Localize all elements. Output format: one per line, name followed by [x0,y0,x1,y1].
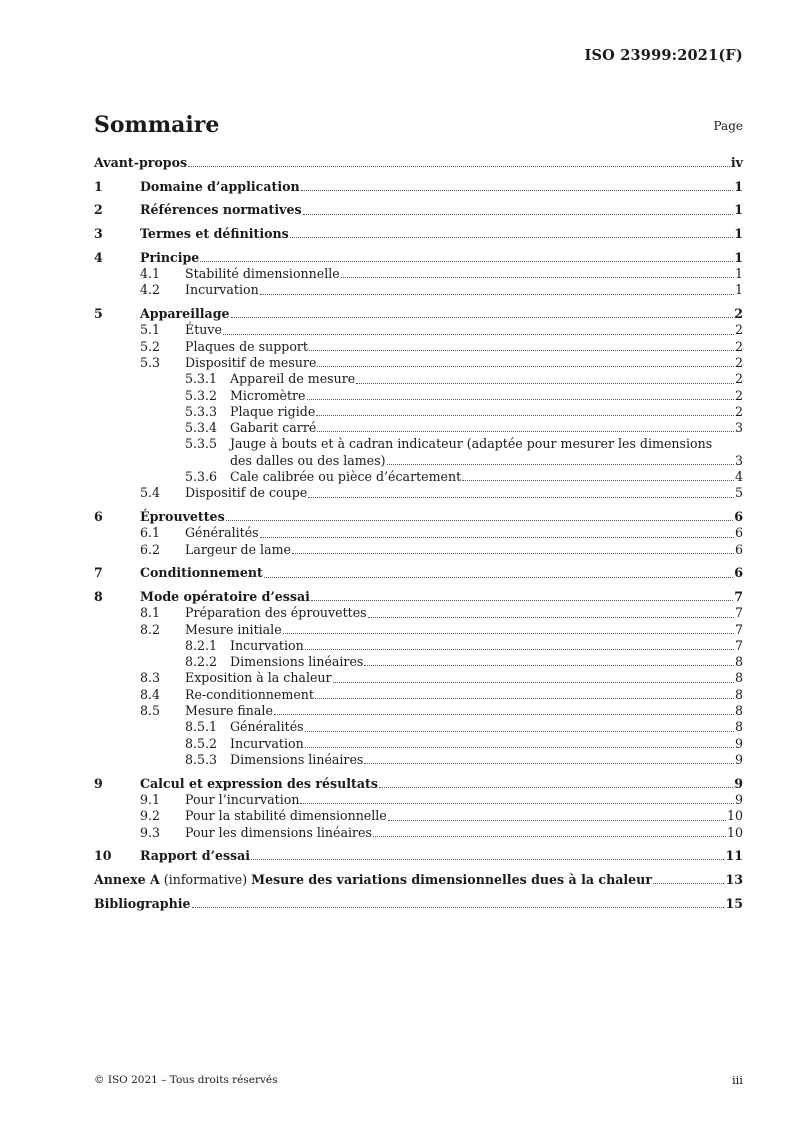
toc-entry-number: 9.2 [140,808,161,824]
toc-entry-title: Éprouvettes [140,508,225,524]
toc-entry-9-3[interactable] [94,825,743,841]
dot-leader [260,536,734,538]
dot-leader [290,236,733,238]
dot-leader [274,713,734,715]
toc-entry-number: 6.2 [140,541,161,557]
toc-entry-5-2[interactable] [94,339,743,355]
toc-entry-number: 8.2.2 [185,654,218,670]
toc-entry-title-line2: des dalles ou des lames) [230,452,386,468]
toc-entry-2[interactable] [94,202,743,218]
toc-entry-title: Généralités [230,719,304,735]
toc-entry-7[interactable] [94,565,743,581]
toc-entry-page: 10 [726,824,743,840]
toc-entry-page: 7 [734,637,743,653]
toc-entry-title: Incurvation [230,735,304,751]
toc-entry-page: 6 [734,541,743,557]
toc-entry-page: 9 [734,735,743,751]
toc-entry-5-3-3[interactable] [94,404,743,420]
toc-entry-10[interactable] [94,848,743,864]
dot-leader [251,858,724,860]
toc-entry-title: Références normatives [140,202,302,218]
toc-entry-8[interactable] [94,589,743,605]
toc-entry-title: Gabarit carré [230,420,317,436]
dot-leader [303,213,734,215]
toc-entry-page: 9 [734,775,743,791]
toc-entry-1[interactable] [94,179,743,195]
toc-entry-title [94,872,652,888]
toc-entry-title: Dispositif de mesure [185,354,317,370]
dot-leader [283,632,734,634]
toc-entry-page: 7 [734,588,743,604]
dot-leader [311,599,733,601]
toc-entry-number: 5.4 [140,485,161,501]
toc-entry-8-5-2[interactable] [94,736,743,752]
toc-entry-number: 8.5 [140,703,161,719]
toc-entry-number: 8.1 [140,605,161,621]
dot-leader [388,819,726,821]
toc-entry-page: 2 [734,403,743,419]
toc-entry-number: 5.3.3 [185,403,218,419]
dot-leader [301,189,734,191]
toc-entry-title: Plaque rigide [230,403,316,419]
document-identifier: ISO 23999:2021(F) [584,47,743,64]
toc-entry-number: 4.2 [140,282,161,298]
toc-entry-9[interactable] [94,776,743,792]
toc-entry-page: 2 [734,387,743,403]
toc-entry-title: Plaques de support [185,338,308,354]
toc-entry-title: Incurvation [230,637,304,653]
toc-entry-page: 4 [734,469,743,484]
dot-leader [308,496,734,498]
dot-leader [387,463,734,465]
toc-entry-title: Mesure finale [185,703,273,719]
toc-entry-8-2[interactable] [94,622,743,638]
toc-entry-page: iv [730,155,743,170]
toc-entry-page: 10 [726,808,743,824]
dot-leader [231,316,734,318]
toc-entry-title: Avant-propos [94,155,188,170]
footer-page-number: iii [731,1073,743,1087]
dot-leader [260,293,734,295]
toc-entry-number: 8.4 [140,686,161,702]
annex-label: Annexe A [94,871,160,887]
toc-entry-number: 8.2 [140,621,161,637]
toc-entry-number: 4 [94,249,103,265]
toc-entry-number: 8.5.2 [185,735,218,751]
toc-entry-number: 6 [94,508,103,524]
dot-leader [368,616,734,618]
toc-entry-title: Étuve [185,322,222,338]
toc-entry-page: 1 [734,266,743,282]
toc-entry-number: 5.3 [140,354,161,370]
toc-entry-title: Dispositif de coupe [185,485,308,501]
toc-entry-6-2[interactable] [94,542,743,558]
toc-entry-title-line1: Jauge à bouts et à cadran indicateur (adaptée pour mesurer les dimensions [230,436,713,452]
toc-entry-4-1[interactable] [94,266,743,282]
dot-leader [305,730,734,732]
toc-entry-4-2[interactable] [94,282,743,298]
dot-leader [188,165,730,167]
toc-entry-6-1[interactable] [94,525,743,541]
toc-entry-6[interactable] [94,509,743,525]
toc-entry-number: 9.1 [140,791,161,807]
toc-entry-title: Dimensions linéaires [230,654,364,670]
dot-leader [316,414,734,416]
toc-entry-title: Bibliographie [94,895,191,911]
dot-leader [264,576,733,578]
dot-leader [341,276,734,278]
dot-leader [364,664,734,666]
toc-entry-page: 1 [734,226,743,242]
toc-entry-number: 4.1 [140,266,161,282]
dot-leader [305,746,734,748]
toc-entry-8-2-1[interactable] [94,638,743,654]
toc-entry-page: 13 [725,871,743,887]
toc-entry-number: 7 [94,565,103,581]
toc-entry-page: 6 [734,525,743,541]
toc-entry-bibliographie[interactable] [94,896,743,912]
toc-entry-number: 10 [94,848,112,864]
toc-entry-page: 7 [734,605,743,621]
toc-entry-page: 2 [734,306,743,322]
toc-entry-number: 9.3 [140,824,161,840]
toc-entry-page: 1 [734,249,743,265]
toc-entry-8-1[interactable] [94,605,743,621]
toc-entry-page: 9 [734,791,743,807]
toc-entry-number: 5.2 [140,338,161,354]
table-of-contents [94,155,743,912]
dot-leader [315,697,734,699]
dot-leader [200,260,733,262]
toc-entry-page: 3 [734,452,743,468]
toc-entry-page: 8 [734,703,743,719]
toc-entry-title: Dimensions linéaires [230,751,364,767]
dot-leader [192,906,725,908]
toc-entry-title: Micromètre [230,387,306,403]
toc-entry-5-3-6[interactable] [94,469,743,485]
dot-leader [292,552,734,554]
toc-entry-number: 8.5.1 [185,719,218,735]
toc-entry-8-3[interactable] [94,670,743,686]
toc-entry-number: 5.3.4 [185,420,218,436]
toc-entry-5-3-4[interactable] [94,420,743,436]
dot-leader [317,365,734,367]
toc-entry-number: 5.3.1 [185,371,218,387]
toc-entry-number: 3 [94,226,103,242]
toc-entry-4[interactable] [94,250,743,266]
toc-entry-5[interactable] [94,306,743,322]
toc-entry-title: Exposition à la chaleur [185,670,332,686]
toc-entry-5-3[interactable] [94,355,743,371]
annex-title: Mesure des variations dimensionnelles dues à la chaleur [251,871,652,887]
toc-entry-title: Re-conditionnement [185,686,314,702]
toc-entry-page: 2 [734,354,743,370]
toc-entry-number: 5.3.2 [185,387,218,403]
toc-entry-title: Conditionnement [140,565,263,581]
toc-title: Sommaire [94,112,220,138]
toc-entry-9-2[interactable] [94,808,743,824]
toc-entry-3[interactable] [94,226,743,242]
toc-entry-title: Généralités [185,525,259,541]
toc-entry-title: Cale calibrée ou pièce d’écartement [230,469,462,484]
toc-entry-title: Rapport d’essai [140,848,251,864]
toc-entry-title: Mode opératoire d’essai [140,588,310,604]
toc-entry-number: 5.3.6 [185,469,218,484]
dot-leader [223,333,734,335]
toc-entry-page: 8 [734,670,743,686]
toc-entry-title: Stabilité dimensionnelle [185,266,340,282]
toc-entry-number: 2 [94,202,103,218]
toc-entry-page: 2 [734,371,743,387]
toc-entry-title: Appareil de mesure [230,371,356,387]
toc-entry-5-3-5-continued[interactable] [94,453,743,469]
toc-entry-title: Pour les dimensions linéaires [185,824,372,840]
toc-entry-title: Calcul et expression des résultats [140,775,378,791]
toc-entry-number: 8.2.1 [185,637,218,653]
toc-entry-number: 8.5.3 [185,751,218,767]
toc-entry-title: Domaine d’application [140,178,300,194]
toc-entry-title: Pour l’incurvation [185,791,300,807]
dot-leader [226,519,734,521]
toc-entry-number: 9 [94,775,103,791]
toc-entry-title: Appareillage [140,306,230,322]
toc-entry-title: Mesure initiale [185,621,282,637]
toc-entry-5-3-1[interactable] [94,371,743,387]
dot-leader [300,802,734,804]
toc-entry-number: 5.3.5 [185,436,218,452]
toc-entry-title: Incurvation [185,282,259,298]
toc-entry-5-4[interactable] [94,485,743,501]
toc-entry-annex-a[interactable] [94,872,743,888]
dot-leader [309,349,734,351]
toc-entry-page: 1 [734,178,743,194]
dot-leader [364,762,734,764]
page-column-label: Page [713,119,743,133]
dot-leader [307,398,734,400]
toc-entry-5-3-5[interactable] [94,436,743,452]
dot-leader [356,382,734,384]
toc-entry-9-1[interactable] [94,792,743,808]
dot-leader [462,479,734,481]
dot-leader [333,681,734,683]
toc-entry-page: 2 [734,322,743,338]
toc-entry-number: 5.1 [140,322,161,338]
toc-entry-page: 3 [734,420,743,436]
toc-entry-number: 8 [94,588,103,604]
toc-entry-title: Pour la stabilité dimensionnelle [185,808,387,824]
toc-entry-page: 6 [734,565,743,581]
toc-entry-title: Largeur de lame [185,541,291,557]
toc-entry-title: Termes et définitions [140,226,289,242]
toc-entry-8-4[interactable] [94,687,743,703]
dot-leader [373,835,726,837]
toc-entry-page: 1 [734,202,743,218]
toc-entry-page: 6 [734,508,743,524]
dot-leader [653,882,724,884]
toc-entry-page: 8 [734,654,743,670]
toc-entry-page: 8 [734,719,743,735]
toc-entry-number: 5 [94,306,103,322]
toc-entry-8-2-2[interactable] [94,654,743,670]
toc-entry-title: Préparation des éprouvettes [185,605,367,621]
toc-entry-8-5-1[interactable] [94,719,743,735]
toc-entry-8-5[interactable] [94,703,743,719]
toc-entry-title: Principe [140,249,200,265]
toc-entry-number: 8.3 [140,670,161,686]
footer-copyright: © ISO 2021 – Tous droits réservés [94,1074,278,1086]
toc-entry-page: 9 [734,751,743,767]
toc-entry-avant-propos[interactable] [94,155,743,171]
toc-entry-page: 7 [734,621,743,637]
toc-entry-number: 1 [94,178,103,194]
dot-leader [379,786,733,788]
annex-qualifier: (informative) [159,871,252,887]
toc-entry-page: 5 [734,485,743,501]
toc-entry-page: 2 [734,338,743,354]
toc-entry-5-1[interactable] [94,322,743,338]
toc-entry-page: 8 [734,686,743,702]
dot-leader [317,430,734,432]
dot-leader [305,648,734,650]
toc-entry-page: 11 [725,848,743,864]
toc-entry-8-5-3[interactable] [94,752,743,768]
toc-entry-5-3-2[interactable] [94,388,743,404]
toc-entry-page: 15 [725,895,743,911]
toc-entry-number: 6.1 [140,525,161,541]
toc-entry-page: 1 [734,282,743,298]
